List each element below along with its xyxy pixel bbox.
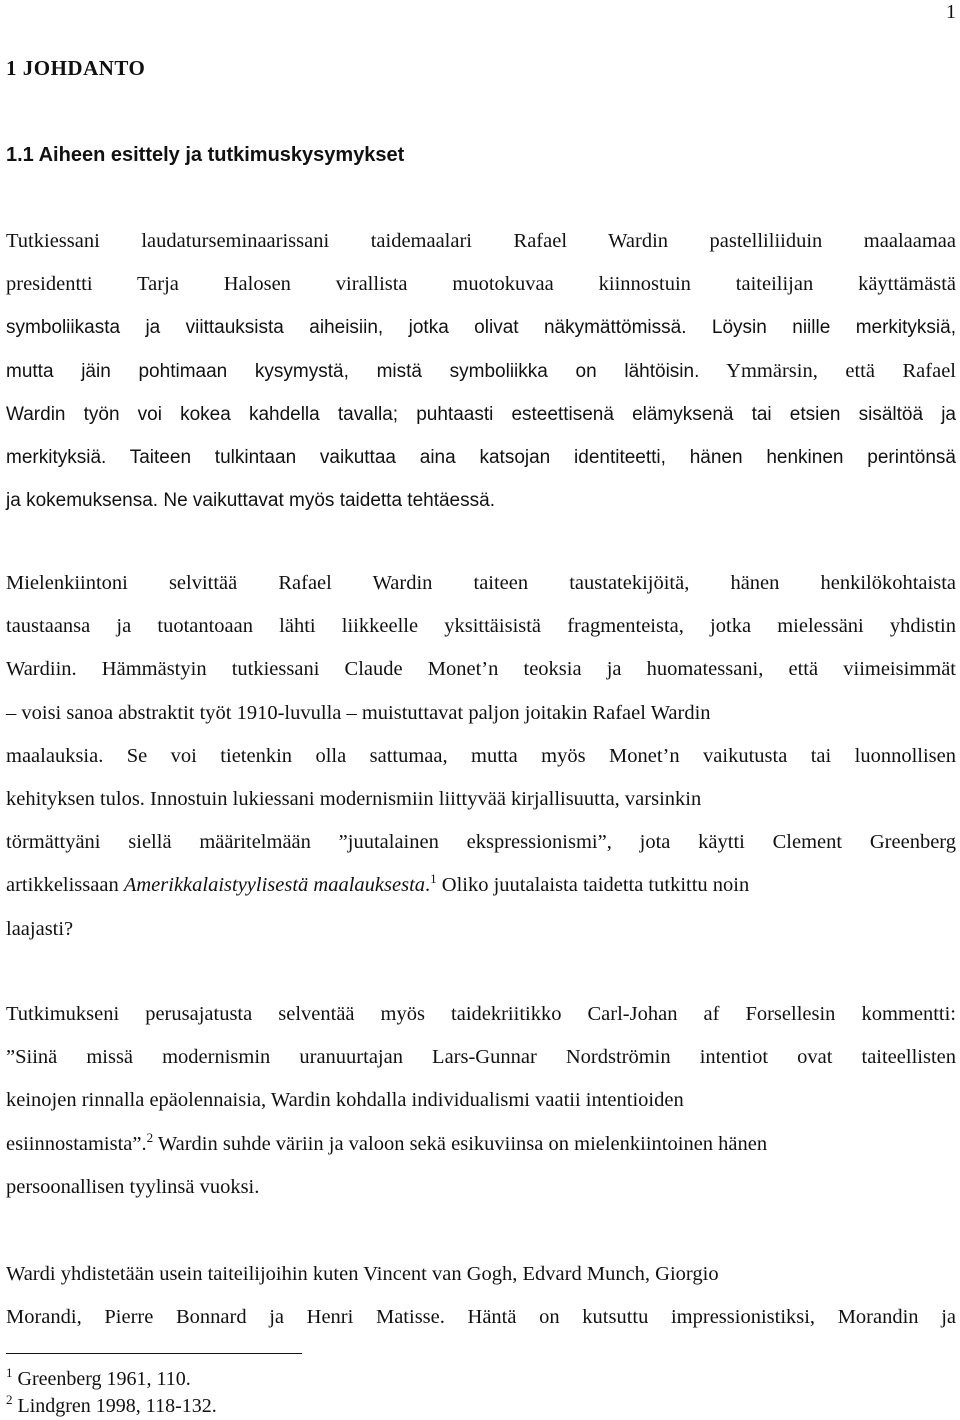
- footnote-number: 2: [6, 1392, 13, 1407]
- text-segment: Oliko juutalaista taidetta tutkittu noin: [436, 874, 750, 897]
- text-line: Tutkimukseni perusajatusta selventää myös taidekriitikko Carl-Johan af Forsellesin kommentti:: [6, 1003, 956, 1025]
- footnote-ref: 1: [430, 871, 437, 887]
- text-segment: merkityksiä. Taiteen tulkintaan vaikuttaa aina katsojan identiteetti, hänen henkinen perintönsä: [6, 447, 956, 469]
- text-line: [6, 864, 956, 907]
- footnote-text: Lindgren 1998, 118-132.: [12, 1395, 217, 1417]
- text-line: Mielenkiintoni selvittää Rafael Wardin taiteen taustatekijöitä, hänen henkilökohtaista: [6, 572, 956, 594]
- footnote-divider: [6, 1353, 302, 1354]
- text-line: [6, 393, 956, 436]
- text-line: [6, 350, 956, 393]
- text-segment: Wardiin.: [6, 658, 77, 681]
- text-line: törmättyäni siellä määritelmään ”juutalainen ekspressionismi”, jota käytti Clement Greenberg: [6, 831, 956, 854]
- text-segment: symboliikasta ja viittauksista aiheisiin, jotka olivat näkymättömissä.: [6, 317, 687, 339]
- text-line: Tutkiessani laudaturseminaarissani taidemaalari Rafael Wardin pastelliliiduin maalaamaa: [6, 230, 956, 252]
- paragraph-3: [6, 993, 956, 1209]
- text-segment: Wardin työn voi kokea kahdella tavalla; puhtaasti esteettisenä elämyksenä tai etsien sisältöä ja: [6, 403, 956, 425]
- text-segment: ja kokemuksensa. Ne vaikuttavat myös taidetta tehtäessä.: [6, 490, 495, 512]
- text-line: [6, 479, 956, 522]
- text-line: [6, 648, 956, 691]
- italic-title: Amerikkalaistyylisestä maalauksesta: [123, 874, 426, 897]
- text-line: [6, 306, 956, 349]
- text-line: taustaansa ja tuotantoaan lähti liikkeelle yksittäisistä fragmenteista, jotka mielessäni yhdistin: [6, 615, 956, 638]
- text-segment: .: [425, 874, 431, 897]
- footnote-1: [6, 1367, 191, 1391]
- text-line: ”Siinä missä modernismin uranuurtajan Lars-Gunnar Nordströmin intentiot ovat taiteellisten: [6, 1046, 956, 1069]
- text-segment: esiinnostamista”.: [6, 1132, 147, 1155]
- text-line: presidentti Tarja Halosen virallista muotokuvaa kiinnostuin taiteilijan käyttämästä: [6, 273, 956, 296]
- text-line: maalauksia. Se voi tietenkin olla sattumaa, mutta myös Monet’n vaikutusta tai luonnollisen: [6, 744, 956, 767]
- footnote-2: [6, 1394, 217, 1418]
- text-line: Wardi yhdistetään usein taiteilijoihin kuten Vincent van Gogh, Edvard Munch, Giorgio: [6, 1263, 719, 1285]
- paragraph-4: [6, 1253, 956, 1339]
- text-line: laajasti?: [6, 917, 74, 940]
- footnote-text: Greenberg 1961, 110.: [12, 1368, 191, 1390]
- section-heading: 1.1 Aiheen esittely ja tutkimuskysymykset: [6, 144, 405, 166]
- footnote-number: 1: [6, 1365, 13, 1380]
- text-line: persoonallisen tyylinsä vuoksi.: [6, 1175, 260, 1198]
- text-segment: Ymmärsin, että Rafael: [699, 359, 956, 382]
- paragraph-2: [6, 562, 956, 951]
- text-line: Morandi, Pierre Bonnard ja Henri Matisse. Häntä on kutsuttu impressionistiksi, Morandin ja: [6, 1306, 956, 1329]
- text-segment: Löysin niille merkityksiä,: [686, 317, 956, 339]
- text-segment: artikkelissaan: [6, 874, 124, 897]
- text-segment: Hämmästyin tutkiessani Claude Monet’n teoksia ja huomatessani, että viimeisimmät: [76, 658, 956, 681]
- text-line: [6, 436, 956, 479]
- page-number: 1: [946, 1, 956, 23]
- text-line: – voisi sanoa abstraktit työt 1910-luvulla – muistuttavat paljon joitakin Rafael Wardin: [6, 701, 711, 724]
- text-segment: mutta jäin pohtimaan kysymystä, mistä symboliikka on lähtöisin.: [6, 360, 700, 382]
- chapter-heading: 1 JOHDANTO: [6, 56, 146, 80]
- text-line: kehityksen tulos. Innostuin lukiessani modernismiin liittyvää kirjallisuutta, varsinkin: [6, 788, 702, 811]
- text-line: keinojen rinnalla epäolennaisia, Wardin kohdalla individualismi vaatii intentioiden: [6, 1089, 684, 1112]
- text-line: [6, 1123, 956, 1166]
- text-segment: Wardin suhde väriin ja valoon sekä esikuviinsa on mielenkiintoinen hänen: [153, 1132, 768, 1155]
- paragraph-1: [6, 220, 956, 522]
- footnote-ref: 2: [146, 1129, 154, 1145]
